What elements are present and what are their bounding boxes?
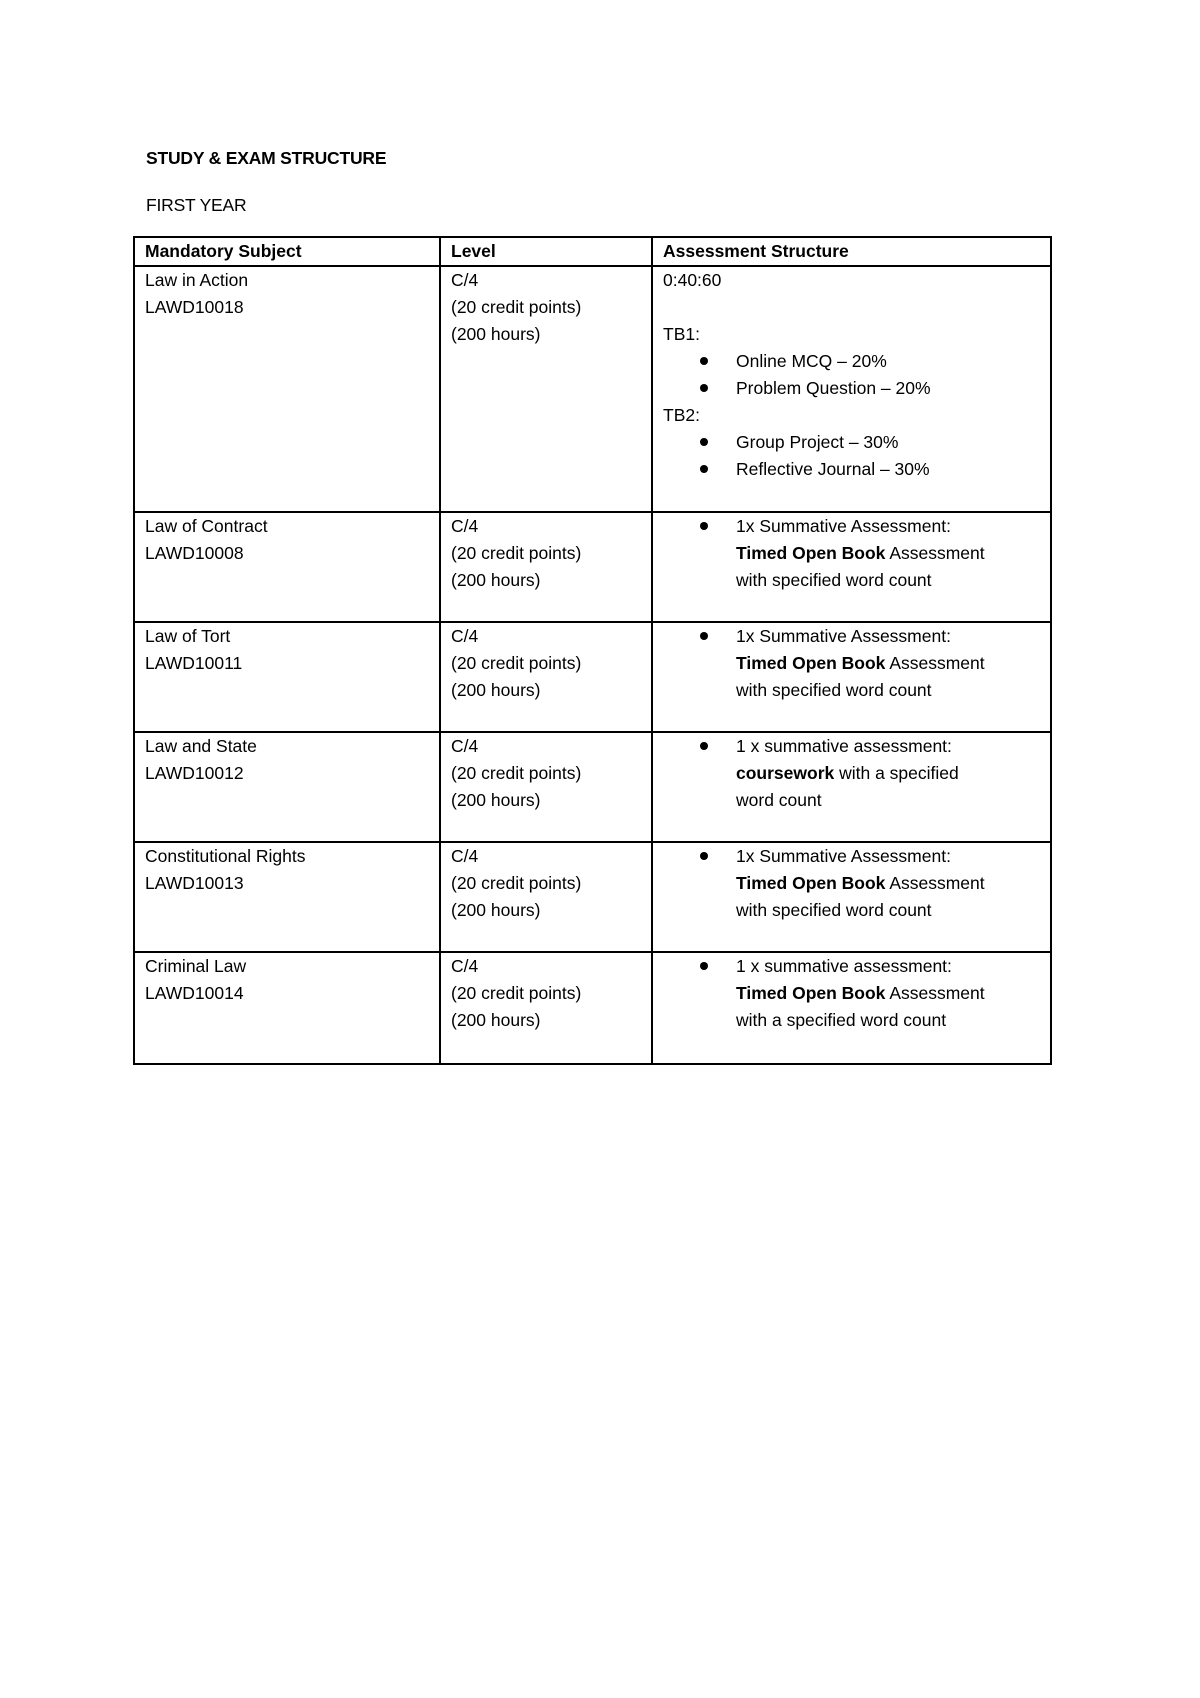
page-subtitle: FIRST YEAR (146, 195, 247, 215)
subject-cell (134, 842, 440, 952)
assessment-list (663, 733, 1040, 814)
list-item (663, 429, 1040, 456)
level-cell (440, 266, 652, 512)
assessment-list (663, 623, 1040, 704)
study-hours: (200 hours) (451, 570, 541, 590)
tb2-label: TB2: (663, 405, 700, 425)
assessment-format: Timed Open Book (736, 543, 886, 563)
assessment-detail (736, 650, 1040, 677)
assessment-note: with specified word count (736, 680, 932, 700)
list-item (663, 513, 1040, 594)
study-structure-table (133, 236, 1052, 1065)
subject-name: Law and State (145, 736, 257, 756)
assessment-type: 1 x summative assessment: (736, 956, 952, 976)
page-title: STUDY & EXAM STRUCTURE (146, 148, 387, 168)
bullet-icon (700, 852, 708, 860)
level-cell (440, 732, 652, 842)
header-assessment: Assessment Structure (652, 237, 1051, 266)
assessment-format: Timed Open Book (736, 983, 886, 1003)
assessment-format: Timed Open Book (736, 873, 886, 893)
tb1-label: TB1: (663, 324, 700, 344)
list-item-text: Online MCQ – 20% (736, 351, 887, 371)
list-item (663, 953, 1040, 1034)
assessment-note: with a specified word count (736, 1010, 947, 1030)
bullet-icon (700, 632, 708, 640)
subject-code: LAWD10011 (145, 653, 243, 673)
list-item-text: Reflective Journal – 30% (736, 459, 930, 479)
list-item (663, 843, 1040, 924)
study-hours: (200 hours) (451, 324, 541, 344)
header-subject: Mandatory Subject (134, 237, 440, 266)
credit-points: (20 credit points) (451, 983, 582, 1003)
assessment-cell (652, 512, 1051, 622)
assessment-format-suffix: with a specified (834, 763, 959, 783)
assessment-format-suffix: Assessment (885, 653, 985, 673)
subject-code: LAWD10008 (145, 543, 244, 563)
table-row (134, 266, 1051, 512)
list-item-text: Problem Question – 20% (736, 378, 931, 398)
assessment-format: coursework (736, 763, 835, 783)
subject-cell (134, 622, 440, 732)
assessment-type: 1x Summative Assessment: (736, 846, 951, 866)
level-value: C/4 (451, 736, 479, 756)
credit-points: (20 credit points) (451, 653, 582, 673)
subject-cell (134, 512, 440, 622)
assessment-list (663, 843, 1040, 924)
table-header-row (134, 237, 1051, 266)
list-item (663, 733, 1040, 814)
level-value: C/4 (451, 956, 479, 976)
subject-cell (134, 732, 440, 842)
assessment-note: with specified word count (736, 900, 932, 920)
subject-name: Law of Contract (145, 516, 268, 536)
assessment-cell (652, 842, 1051, 952)
level-value: C/4 (451, 846, 479, 866)
level-value: C/4 (451, 270, 479, 290)
level-cell (440, 952, 652, 1064)
subject-name: Criminal Law (145, 956, 247, 976)
assessment-detail (736, 760, 1040, 787)
assessment-type: 1 x summative assessment: (736, 736, 952, 756)
credit-points: (20 credit points) (451, 543, 582, 563)
study-hours: (200 hours) (451, 1010, 541, 1030)
study-hours: (200 hours) (451, 680, 541, 700)
assessment-ratio: 0:40:60 (663, 270, 722, 290)
bullet-icon (700, 384, 708, 392)
study-hours: (200 hours) (451, 790, 541, 810)
table-row (134, 512, 1051, 622)
list-item (663, 375, 1040, 402)
assessment-format-suffix: Assessment (885, 873, 985, 893)
assessment-cell (652, 266, 1051, 512)
tb1-list (663, 348, 1040, 402)
list-item (663, 456, 1040, 483)
assessment-list (663, 953, 1040, 1034)
assessment-note: with specified word count (736, 570, 932, 590)
assessment-format: Timed Open Book (736, 653, 886, 673)
subject-code: LAWD10014 (145, 983, 244, 1003)
level-cell (440, 622, 652, 732)
table-row (134, 952, 1051, 1064)
subject-name: Law of Tort (145, 626, 231, 646)
subject-code: LAWD10013 (145, 873, 244, 893)
table-row (134, 622, 1051, 732)
credit-points: (20 credit points) (451, 763, 582, 783)
table-row (134, 842, 1051, 952)
assessment-detail (736, 540, 1040, 567)
table-row (134, 732, 1051, 842)
subject-code: LAWD10018 (145, 297, 244, 317)
bullet-icon (700, 357, 708, 365)
assessment-format-suffix: Assessment (885, 983, 985, 1003)
assessment-detail (736, 980, 1040, 1007)
level-cell (440, 512, 652, 622)
assessment-type: 1x Summative Assessment: (736, 626, 951, 646)
assessment-type: 1x Summative Assessment: (736, 516, 951, 536)
assessment-cell (652, 952, 1051, 1064)
bullet-icon (700, 742, 708, 750)
subject-cell (134, 266, 440, 512)
bullet-icon (700, 962, 708, 970)
subject-name: Law in Action (145, 270, 249, 290)
assessment-list (663, 513, 1040, 594)
bullet-icon (700, 438, 708, 446)
study-hours: (200 hours) (451, 900, 541, 920)
assessment-format-suffix: Assessment (885, 543, 985, 563)
tb2-list (663, 429, 1040, 483)
credit-points: (20 credit points) (451, 873, 582, 893)
level-value: C/4 (451, 516, 479, 536)
assessment-detail (736, 870, 1040, 897)
assessment-cell (652, 732, 1051, 842)
level-cell (440, 842, 652, 952)
credit-points: (20 credit points) (451, 297, 582, 317)
list-item (663, 623, 1040, 704)
assessment-note: word count (736, 790, 822, 810)
bullet-icon (700, 522, 708, 530)
list-item (663, 348, 1040, 375)
list-item-text: Group Project – 30% (736, 432, 899, 452)
bullet-icon (700, 465, 708, 473)
header-level: Level (440, 237, 652, 266)
subject-code: LAWD10012 (145, 763, 244, 783)
subject-name: Constitutional Rights (145, 846, 306, 866)
level-value: C/4 (451, 626, 479, 646)
subject-cell (134, 952, 440, 1064)
assessment-cell (652, 622, 1051, 732)
